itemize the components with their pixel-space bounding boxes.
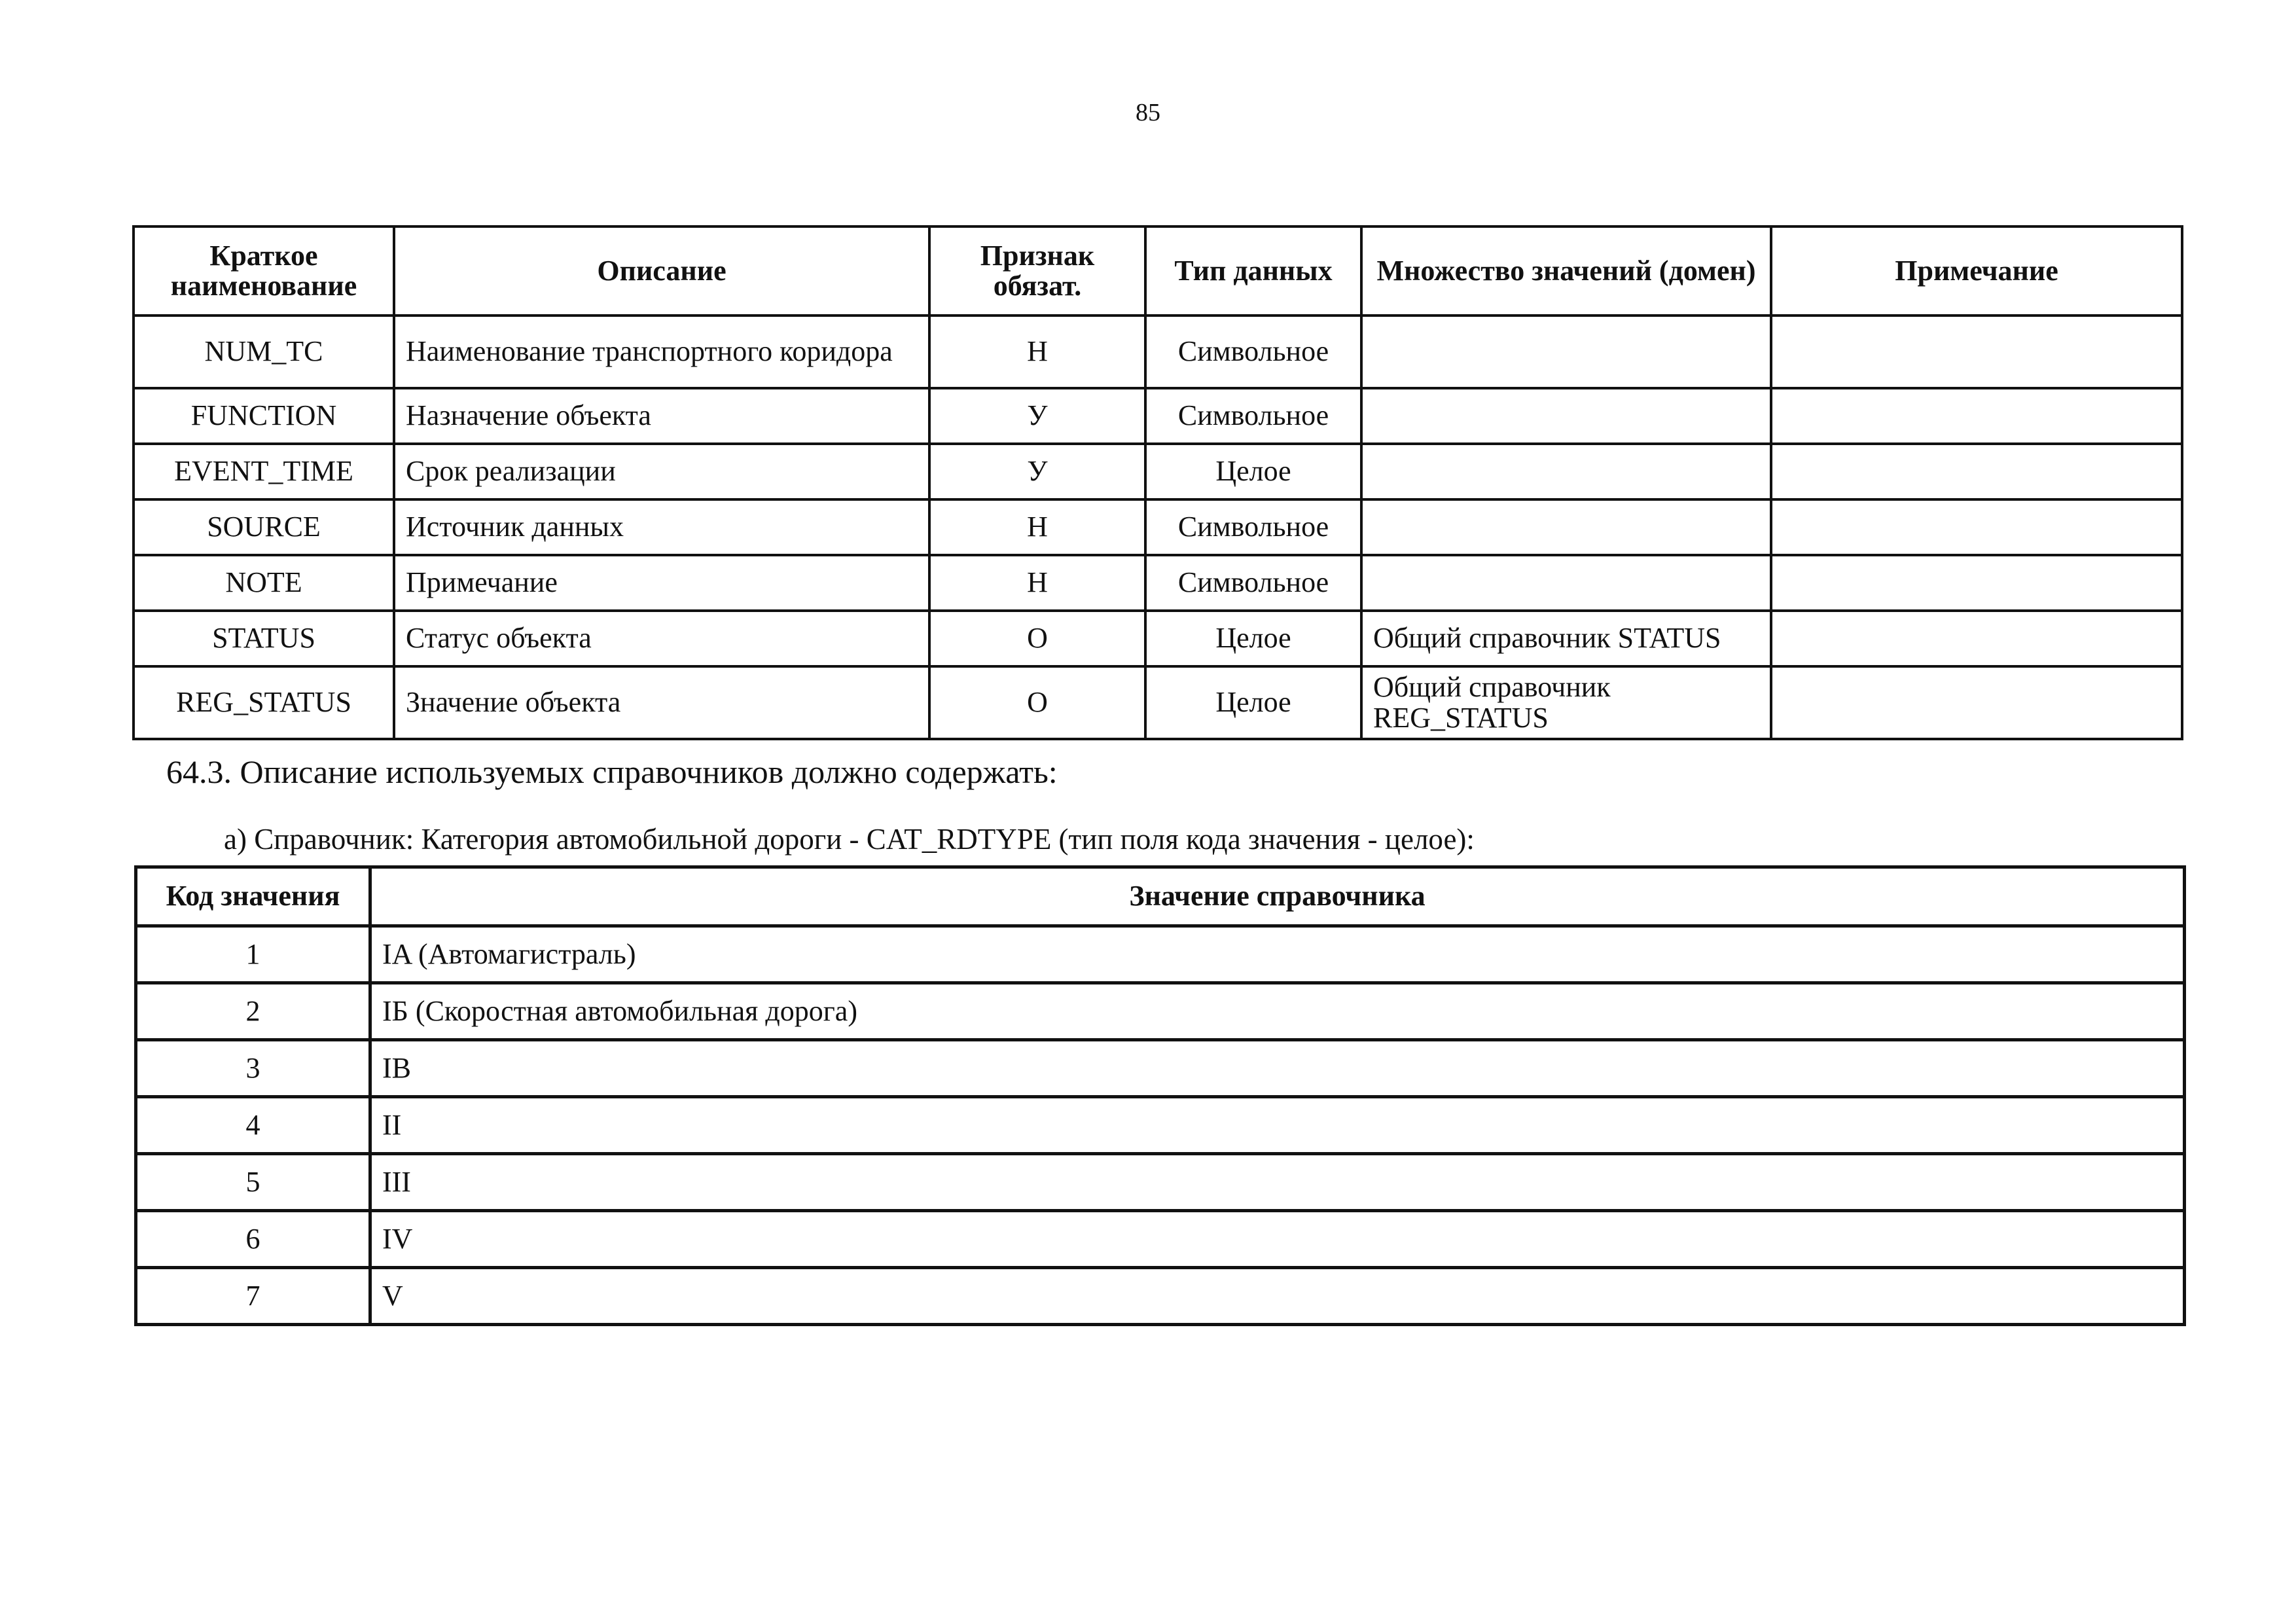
column-header-data-type: Тип данных xyxy=(1145,226,1361,316)
cell-note xyxy=(1771,555,2182,611)
column-header-description: Описание xyxy=(394,226,929,316)
cell-value: IA (Автомагистраль) xyxy=(370,926,2185,983)
cell-code: 3 xyxy=(136,1040,370,1097)
cell-mandatory: У xyxy=(929,444,1145,499)
cell-mandatory: Н xyxy=(929,555,1145,611)
table-row xyxy=(136,1040,2185,1097)
cell-short-name: STATUS xyxy=(134,611,394,666)
cell-value: IБ (Скоростная автомобильная дорога) xyxy=(370,983,2185,1040)
dictionary-subheading: а) Справочник: Категория автомобильной дороги - CAT_RDTYPE (тип поля кода значения - целое): xyxy=(224,823,1475,856)
column-header-code: Код значения xyxy=(136,867,370,926)
column-header-short-name: Краткое наименование xyxy=(134,226,394,316)
cell-value: IB xyxy=(370,1040,2185,1097)
cell-note xyxy=(1771,666,2182,739)
cell-domain xyxy=(1361,555,1771,611)
fields-table xyxy=(132,225,2183,740)
cell-data-type: Целое xyxy=(1145,666,1361,739)
cell-code: 4 xyxy=(136,1097,370,1154)
cell-code: 5 xyxy=(136,1154,370,1211)
cell-mandatory: Н xyxy=(929,499,1145,555)
table-row xyxy=(134,388,2182,444)
cell-code: 6 xyxy=(136,1211,370,1268)
cell-value: II xyxy=(370,1097,2185,1154)
cell-code: 7 xyxy=(136,1268,370,1325)
cell-domain xyxy=(1361,316,1771,388)
cell-domain xyxy=(1361,388,1771,444)
cell-note xyxy=(1771,499,2182,555)
cell-short-name: NOTE xyxy=(134,555,394,611)
table-row xyxy=(134,316,2182,388)
cell-data-type: Символьное xyxy=(1145,499,1361,555)
cell-mandatory: У xyxy=(929,388,1145,444)
cell-domain xyxy=(1361,444,1771,499)
table-row xyxy=(136,1097,2185,1154)
cell-data-type: Целое xyxy=(1145,611,1361,666)
cell-short-name: EVENT_TIME xyxy=(134,444,394,499)
table-row xyxy=(136,1211,2185,1268)
cell-description: Примечание xyxy=(394,555,929,611)
cell-value: IV xyxy=(370,1211,2185,1268)
column-header-note: Примечание xyxy=(1771,226,2182,316)
cell-value: III xyxy=(370,1154,2185,1211)
table-header-row xyxy=(136,867,2185,926)
cell-mandatory: О xyxy=(929,666,1145,739)
cell-short-name: NUM_TC xyxy=(134,316,394,388)
cell-short-name: SOURCE xyxy=(134,499,394,555)
cell-note xyxy=(1771,611,2182,666)
cell-description: Статус объекта xyxy=(394,611,929,666)
cell-data-type: Символьное xyxy=(1145,316,1361,388)
cell-description: Назначение объекта xyxy=(394,388,929,444)
table-row xyxy=(134,555,2182,611)
cell-code: 2 xyxy=(136,983,370,1040)
cell-note xyxy=(1771,388,2182,444)
column-header-value: Значение справочника xyxy=(370,867,2185,926)
cell-mandatory: О xyxy=(929,611,1145,666)
table-row xyxy=(136,1268,2185,1325)
cell-note xyxy=(1771,316,2182,388)
cell-data-type: Целое xyxy=(1145,444,1361,499)
cell-note xyxy=(1771,444,2182,499)
section-heading: 64.3. Описание используемых справочников должно содержать: xyxy=(166,753,1058,790)
cell-mandatory: Н xyxy=(929,316,1145,388)
cell-data-type: Символьное xyxy=(1145,388,1361,444)
table-row xyxy=(134,666,2182,739)
cell-domain xyxy=(1361,499,1771,555)
table-row xyxy=(134,444,2182,499)
cell-description: Источник данных xyxy=(394,499,929,555)
cell-domain: Общий справочник REG_STATUS xyxy=(1361,666,1771,739)
dictionary-table xyxy=(134,865,2186,1326)
cell-domain: Общий справочник STATUS xyxy=(1361,611,1771,666)
table-row xyxy=(136,983,2185,1040)
cell-description: Наименование транспортного коридора xyxy=(394,316,929,388)
table-row xyxy=(136,926,2185,983)
cell-data-type: Символьное xyxy=(1145,555,1361,611)
table-row xyxy=(134,611,2182,666)
cell-code: 1 xyxy=(136,926,370,983)
cell-short-name: REG_STATUS xyxy=(134,666,394,739)
table-header-row xyxy=(134,226,2182,316)
table-row xyxy=(136,1154,2185,1211)
cell-value: V xyxy=(370,1268,2185,1325)
column-header-mandatory: Признак обязат. xyxy=(929,226,1145,316)
page-number: 85 xyxy=(1136,99,1160,126)
cell-description: Срок реализации xyxy=(394,444,929,499)
cell-short-name: FUNCTION xyxy=(134,388,394,444)
table-row xyxy=(134,499,2182,555)
cell-description: Значение объекта xyxy=(394,666,929,739)
column-header-domain: Множество значений (домен) xyxy=(1361,226,1771,316)
